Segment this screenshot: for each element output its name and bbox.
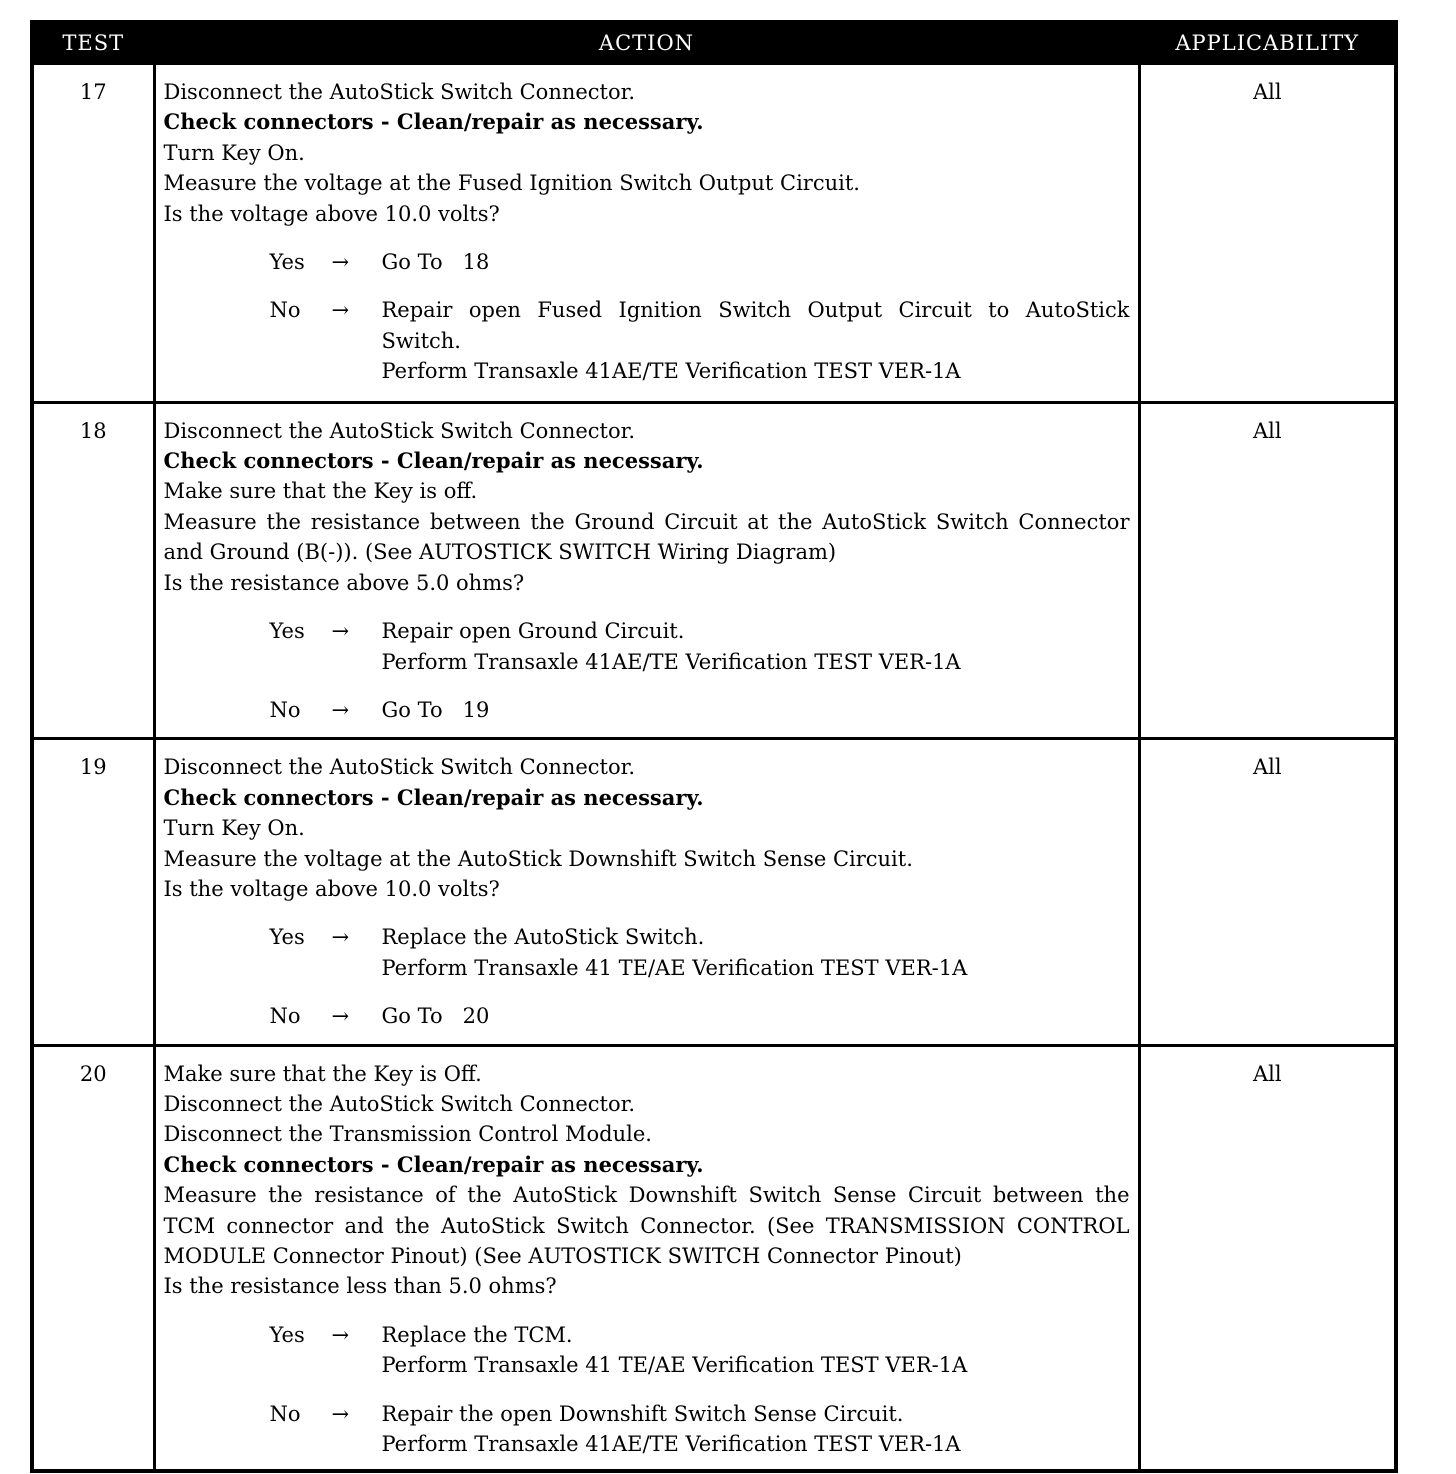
right-arrow-icon: → — [331, 619, 350, 644]
action-step: Measure the resistance between the Ground Circuit at the AutoStick Switch Connector and Ground (B(-)). (See AUTOSTICK SWITCH Wiring Diagram) — [163, 509, 1130, 565]
applicability: All — [1139, 402, 1396, 739]
yes-branch — [164, 922, 1130, 983]
branch-label: Yes — [269, 250, 305, 275]
header-action: ACTION — [154, 22, 1139, 64]
right-arrow-icon: → — [331, 925, 350, 950]
branch-result-line: Repair open Ground Circuit. — [381, 619, 685, 644]
action-step: Turn Key On. — [163, 816, 305, 841]
branch-result — [382, 695, 1130, 725]
branch-result — [382, 1399, 1130, 1460]
test-number: 19 — [32, 739, 154, 1045]
branch-label: No — [269, 1401, 301, 1426]
branch-result-line: Perform Transaxle 41 TE/AE Verification TEST VER-1A — [381, 955, 968, 980]
branch-label: Yes — [269, 1322, 305, 1347]
right-arrow-icon: → — [331, 1322, 350, 1347]
check-connectors-note: Check connectors - Clean/repair as necessary. — [163, 448, 704, 474]
branch-label: No — [269, 1004, 301, 1029]
action-step: Disconnect the AutoStick Switch Connector. — [163, 755, 636, 780]
action-step: Disconnect the AutoStick Switch Connector. — [163, 80, 636, 104]
action-step: Is the resistance less than 5.0 ohms? — [163, 1274, 557, 1299]
yes-branch — [164, 1320, 1130, 1381]
table-body — [32, 64, 1396, 1472]
header-row — [32, 22, 1396, 64]
yes-branch — [164, 247, 1130, 277]
header-test: TEST — [32, 22, 154, 64]
right-arrow-icon: → — [331, 1401, 350, 1426]
branch-result-line: Go To 20 — [381, 1004, 490, 1029]
test-number: 18 — [32, 402, 154, 739]
branch-result-line: Perform Transaxle 41 TE/AE Verification TEST VER-1A — [381, 1353, 968, 1378]
test-number: 20 — [32, 1045, 154, 1471]
action-cell — [154, 1045, 1139, 1471]
header-applicability: APPLICABILITY — [1139, 22, 1396, 64]
branch-result-line: Perform Transaxle 41AE/TE Verification TEST VER-1A — [381, 359, 961, 384]
action-step: Turn Key On. — [163, 140, 305, 165]
applicability: All — [1139, 1045, 1396, 1471]
action-step: Is the resistance above 5.0 ohms? — [163, 570, 525, 595]
action-step: Measure the voltage at the AutoStick Downshift Switch Sense Circuit. — [163, 846, 913, 871]
action-step: Is the voltage above 10.0 volts? — [163, 876, 500, 901]
test-number: 17 — [32, 64, 154, 403]
branch-result-line: Replace the TCM. — [381, 1322, 573, 1347]
action-step: Make sure that the Key is off. — [163, 479, 478, 504]
right-arrow-icon: → — [331, 298, 350, 323]
branch-result — [382, 1001, 1130, 1031]
no-branch — [164, 295, 1137, 396]
check-connectors-note: Check connectors - Clean/repair as necessary. — [163, 1151, 704, 1177]
branch-result — [382, 616, 1130, 677]
branch-result — [382, 1320, 1130, 1381]
table-row — [32, 64, 1396, 403]
action-cell — [154, 64, 1139, 403]
no-branch — [164, 1399, 1130, 1466]
action-step: Measure the voltage at the Fused Ignition Switch Output Circuit. — [163, 171, 860, 196]
action-step: Make sure that the Key is Off. — [163, 1061, 482, 1086]
branch-result — [382, 922, 1130, 983]
branch-label: No — [269, 298, 301, 323]
check-connectors-note: Check connectors - Clean/repair as necessary. — [163, 109, 704, 135]
branch-result-line: Perform Transaxle 41AE/TE Verification TEST VER-1A — [381, 649, 961, 674]
branch-result-line: Repair open Fused Ignition Switch Output Circuit to AutoStick Switch. — [381, 298, 1137, 353]
branch-label: Yes — [269, 925, 305, 950]
action-step: Disconnect the Transmission Control Module. — [163, 1122, 652, 1147]
action-step: Disconnect the AutoStick Switch Connector. — [163, 1091, 636, 1116]
branch-result — [381, 295, 1137, 386]
action-cell — [154, 402, 1139, 739]
no-branch — [164, 1001, 1130, 1039]
action-step: Is the voltage above 10.0 volts? — [163, 201, 500, 226]
action-cell — [154, 739, 1139, 1045]
branch-result — [382, 247, 1130, 277]
branch-label: Yes — [269, 619, 305, 644]
diagnostic-test-table — [30, 20, 1398, 1473]
yes-branch — [164, 616, 1130, 677]
no-branch — [164, 695, 1130, 733]
right-arrow-icon: → — [331, 1004, 350, 1029]
branch-label: No — [269, 697, 301, 722]
branch-result-line: Go To 18 — [381, 250, 490, 275]
applicability: All — [1139, 64, 1396, 403]
table-row — [32, 402, 1396, 739]
table-row — [32, 739, 1396, 1045]
action-step: Disconnect the AutoStick Switch Connector. — [163, 418, 636, 443]
branch-result-line: Perform Transaxle 41AE/TE Verification TEST VER-1A — [381, 1432, 961, 1457]
applicability: All — [1139, 739, 1396, 1045]
check-connectors-note: Check connectors - Clean/repair as necessary. — [163, 784, 704, 810]
table-row — [32, 1045, 1396, 1471]
branch-result-line: Repair the open Downshift Switch Sense Circuit. — [381, 1401, 904, 1426]
branch-result-line: Go To 19 — [381, 697, 490, 722]
right-arrow-icon: → — [331, 697, 350, 722]
right-arrow-icon: → — [331, 250, 350, 275]
action-step: Measure the resistance of the AutoStick Downshift Switch Sense Circuit between the TCM connector and the AutoStick Switch Connector. (See TRANSMISSION CONTROL MODULE Connector Pinout) (See AUTOSTICK SWITCH Connector Pinout) — [163, 1183, 1130, 1268]
table-header — [32, 22, 1396, 64]
branch-result-line: Replace the AutoStick Switch. — [381, 925, 705, 950]
